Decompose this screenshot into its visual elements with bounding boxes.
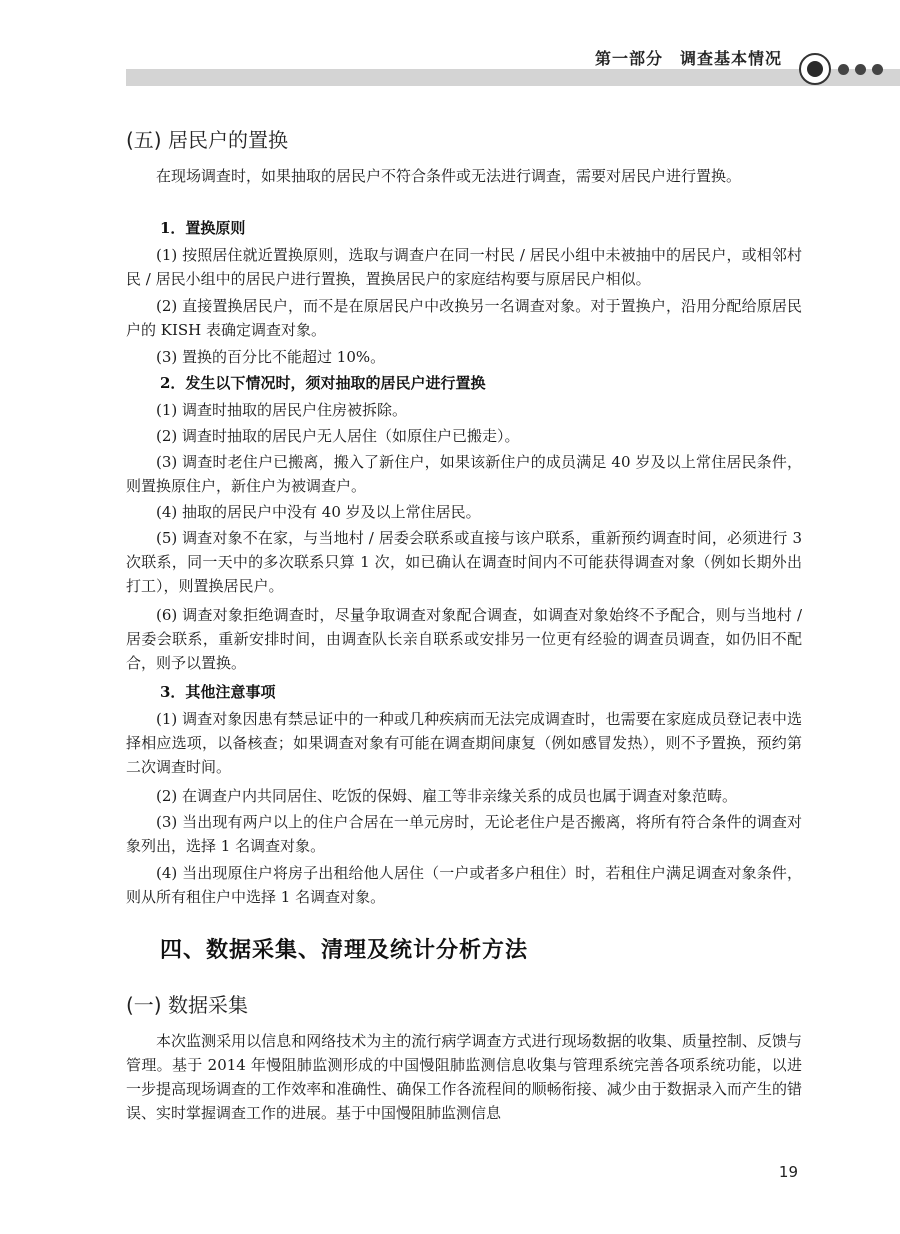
paragraph: (3) 置换的百分比不能超过 10%。 <box>156 348 386 366</box>
header-dot-icon <box>855 64 866 75</box>
header-circle-icon <box>799 53 831 85</box>
paragraph: (5) 调查对象不在家，与当地村 / 居委会联系或直接与该户联系，重新预约调查时间，必须进行 3 次联系，同一天中的多次联系只算 1 次，如已确认在调查时间内不可能获得调查对象（例如长期外出打工），则置换居民户。 <box>126 529 802 595</box>
running-header-title: 第一部分 调查基本情况 <box>594 49 782 68</box>
paragraph: (1) 按照居住就近置换原则，选取与调查户在同一村民 / 居民小组中未被抽中的居民户，或相邻村民 / 居民小组中的居民户进行置换，置换居民户的家庭结构要与原居民户相似。 <box>126 246 802 288</box>
paragraph: 本次监测采用以信息和网络技术为主的流行病学调查方式进行现场数据的收集、质量控制、反馈与管理。基于 2014 年慢阻肺监测形成的中国慢阻肺监测信息收集与管理系统完善各项系统功能，以进一步提高现场调查的工作效率和准确性、确保工作各流程间的顺畅衔接、减少由于数据录入而产生的错误、实时掌握调查工作的进展。基于中国慢阻肺监测信息 <box>126 1032 802 1122</box>
numbered-heading: 2．发生以下情况时，须对抽取的居民户进行置换 <box>160 374 486 392</box>
paragraph: (3) 当出现有两户以上的住户合居在一单元房时，无论老住户是否搬离，将所有符合条件的调查对象列出，选择 1 名调查对象。 <box>126 813 802 855</box>
header-dot-icon <box>838 64 849 75</box>
section-heading-data-collection: (一) 数据采集 <box>126 993 248 1017</box>
paragraph: (1) 调查时抽取的居民户住房被拆除。 <box>156 401 408 419</box>
section-heading-replacement: (五) 居民户的置换 <box>126 128 288 152</box>
paragraph: (2) 在调查户内共同居住、吃饭的保姆、雇工等非亲缘关系的成员也属于调查对象范畴。 <box>156 787 738 805</box>
paragraph: 在现场调查时，如果抽取的居民户不符合条件或无法进行调查，需要对居民户进行置换。 <box>156 167 742 185</box>
paragraph: (6) 调查对象拒绝调查时，尽量争取调查对象配合调查，如调查对象始终不予配合，则与当地村 / 居委会联系，重新安排时间，由调查队长亲自联系或安排另一位更有经验的调查员调查，如仍旧不配合，则予以置换。 <box>126 606 802 672</box>
header-bar <box>126 69 900 86</box>
numbered-heading: 3．其他注意事项 <box>160 683 276 701</box>
chapter-heading: 四、数据采集、清理及统计分析方法 <box>160 938 529 963</box>
page-number: 19 <box>778 1163 798 1181</box>
paragraph: (4) 当出现原住户将房子出租给他人居住（一户或者多户租住）时，若租住户满足调查对象条件，则从所有租住户中选择 1 名调查对象。 <box>126 864 802 906</box>
paragraph: (4) 抽取的居民户中没有 40 岁及以上常住居民。 <box>156 503 481 521</box>
header-dot-icon <box>872 64 883 75</box>
paragraph: (2) 调查时抽取的居民户无人居住（如原住户已搬走）。 <box>156 427 520 445</box>
paragraph: (2) 直接置换居民户，而不是在原居民户中改换另一名调查对象。对于置换户，沿用分配给原居民户的 KISH 表确定调查对象。 <box>126 297 802 339</box>
paragraph: (1) 调查对象因患有禁忌证中的一种或几种疾病而无法完成调查时，也需要在家庭成员登记表中选择相应选项，以备核查；如果调查对象有可能在调查期间康复（例如感冒发热），则不予置换，预约第二次调查时间。 <box>126 710 802 776</box>
numbered-heading: 1．置换原则 <box>160 219 246 237</box>
paragraph: (3) 调查时老住户已搬离，搬入了新住户，如果该新住户的成员满足 40 岁及以上常住居民条件，则置换原住户，新住户为被调查户。 <box>126 453 802 495</box>
